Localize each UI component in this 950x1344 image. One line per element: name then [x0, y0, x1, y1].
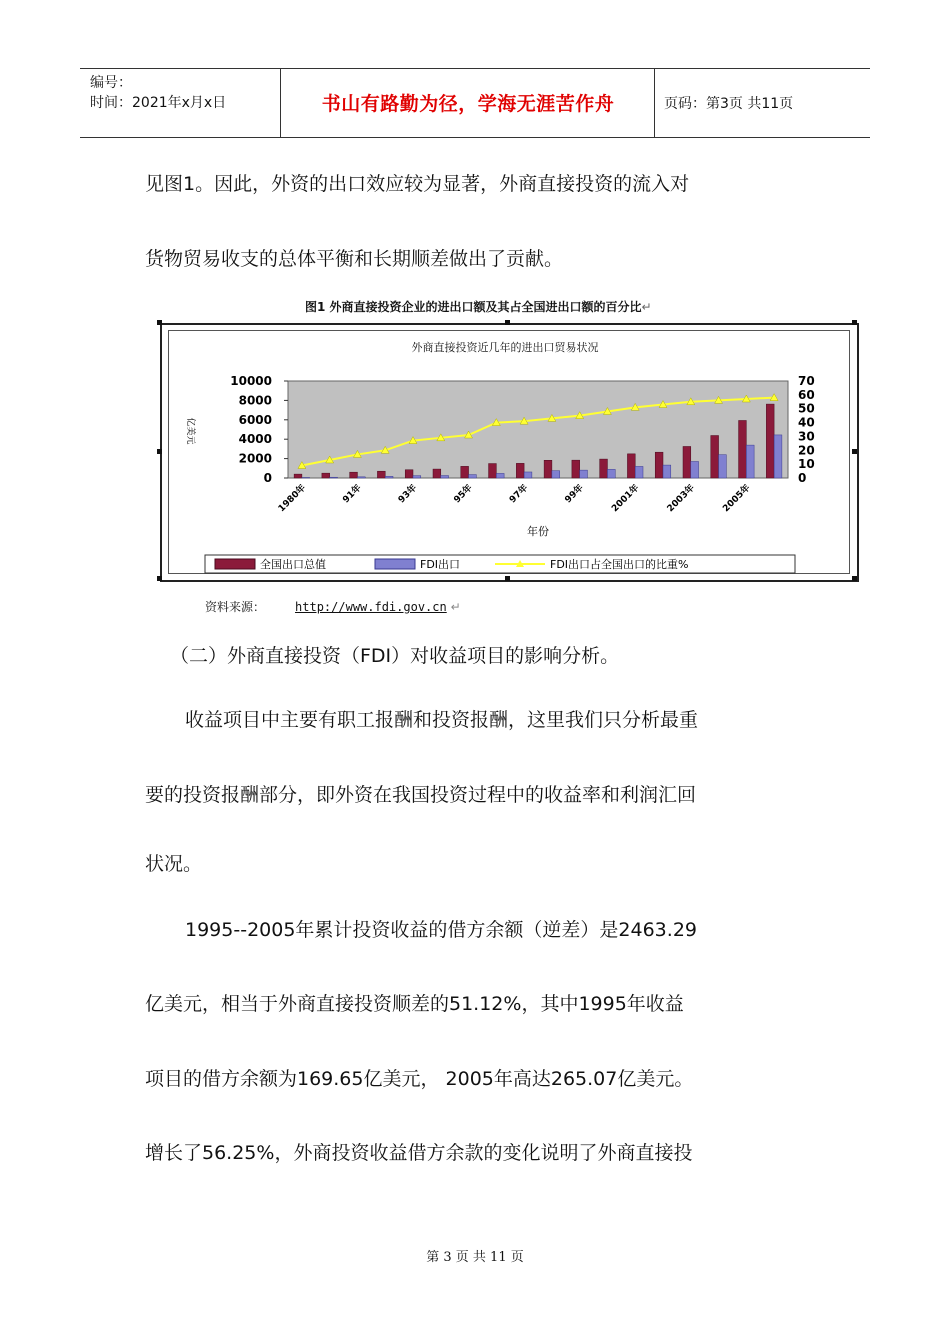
bar-total-export: [516, 463, 524, 478]
bar-fdi-export: [719, 455, 727, 478]
bar-fdi-export: [441, 476, 449, 478]
x-tick-label: 93年: [396, 483, 420, 506]
paragraph-mark-icon: ↵: [450, 600, 461, 614]
figure-source: [205, 598, 461, 615]
header-divider: [654, 69, 655, 137]
figure-caption-text: 图1 外商直接投资企业的进出口额及其占全国进出口额的百分比: [305, 300, 642, 314]
bar-fdi-export: [385, 476, 393, 478]
page-footer: 第 3 页 共 11 页: [426, 1250, 524, 1265]
y-tick-label: 2000: [238, 451, 272, 466]
bar-total-export: [600, 459, 608, 478]
legend-swatch: [215, 559, 255, 569]
export-chart: [160, 323, 855, 580]
header-divider: [280, 69, 281, 137]
paragraph: 收益项目中主要有职工报酬和投资报酬，这里我们只分析最重: [185, 709, 699, 731]
source-url-link[interactable]: http://www.fdi.gov.cn: [295, 600, 447, 614]
y2-tick-label: 10: [798, 457, 815, 472]
y2-tick-label: 60: [798, 387, 815, 402]
bar-fdi-export: [357, 477, 365, 478]
bar-fdi-export: [524, 472, 532, 478]
paragraph: 货物贸易收支的总体平衡和长期顺差做出了贡献。: [145, 248, 564, 270]
number-label: 编号：: [90, 75, 132, 91]
source-label: 资料来源：: [205, 600, 266, 614]
bar-total-export: [405, 470, 413, 478]
bar-fdi-export: [663, 465, 671, 478]
bar-total-export: [766, 404, 774, 478]
figure-caption: [305, 298, 652, 315]
header-page-label: 页码：第3页 共11页: [664, 96, 794, 112]
bar-fdi-export: [691, 462, 699, 478]
y-tick-label: 6000: [238, 412, 272, 427]
chart-title: 外商直接投资近几年的进出口贸易状况: [411, 341, 599, 354]
x-tick-label: 2005年: [721, 483, 753, 515]
bar-fdi-export: [413, 476, 421, 478]
paragraph: 状况。: [145, 853, 203, 875]
y2-tick-label: 70: [798, 374, 815, 388]
bar-total-export: [322, 473, 330, 478]
bar-total-export: [489, 464, 497, 478]
x-axis-label: 年份: [527, 525, 549, 538]
bar-fdi-export: [746, 445, 754, 478]
y2-tick-label: 50: [798, 401, 815, 416]
y-tick-label: 8000: [238, 393, 272, 408]
bar-fdi-export: [330, 477, 338, 478]
x-tick-label: 99年: [563, 483, 586, 506]
y2-tick-label: 40: [798, 415, 815, 430]
bar-total-export: [544, 460, 552, 478]
header-meta: [90, 73, 226, 113]
bar-fdi-export: [635, 466, 643, 478]
paragraph: 1995--2005年累计投资收益的借方余额（逆差）是2463.29: [185, 919, 697, 941]
x-tick-label: 95年: [452, 483, 475, 506]
paragraph: 要的投资报酬部分，即外资在我国投资过程中的收益率和利润汇回: [145, 784, 697, 806]
section-title: （二）外商直接投资（FDI）对收益项目的影响分析。: [170, 645, 620, 667]
bar-fdi-export: [469, 475, 477, 478]
paragraph: 亿美元，相当于外商直接投资顺差的51.12%，其中1995年收益: [145, 993, 684, 1015]
legend-label: FDI出口: [420, 558, 461, 571]
y2-tick-label: 30: [798, 429, 815, 444]
legend-label: 全国出口总值: [260, 558, 326, 571]
bar-fdi-export: [496, 473, 504, 478]
bar-total-export: [350, 472, 358, 478]
header-motto: 书山有路勤为径，学海无涯苦作舟: [321, 93, 615, 115]
paragraph: 项目的借方余额为169.65亿美元， 2005年高达265.07亿美元。: [145, 1068, 694, 1090]
bar-total-export: [711, 436, 719, 478]
paragraph: 增长了56.25%，外商投资收益借方余款的变化说明了外商直接投: [145, 1142, 693, 1164]
bar-fdi-export: [580, 470, 588, 478]
x-tick-label: 2001年: [610, 483, 642, 515]
bar-fdi-export: [607, 469, 615, 478]
bar-total-export: [433, 469, 441, 478]
legend-swatch: [375, 559, 415, 569]
y2-tick-label: 20: [798, 443, 815, 458]
bar-total-export: [683, 446, 691, 478]
paragraph-mark-icon: ↵: [641, 300, 652, 314]
document-header: [80, 68, 870, 138]
bar-fdi-export: [774, 435, 782, 478]
bar-total-export: [377, 471, 385, 478]
x-tick-label: 97年: [507, 483, 531, 506]
x-tick-label: 1980年: [276, 483, 309, 515]
time-label: 时间：2021年x月x日: [90, 95, 227, 111]
bar-total-export: [739, 420, 747, 478]
y-tick-label: 10000: [230, 374, 272, 388]
x-tick-label: 91年: [341, 483, 364, 506]
bar-total-export: [294, 474, 302, 478]
bar-total-export: [655, 452, 663, 478]
bar-fdi-export: [552, 471, 560, 478]
y-tick-label: 4000: [238, 432, 272, 447]
bar-total-export: [572, 460, 580, 478]
paragraph: 见图1。因此，外资的出口效应较为显著，外商直接投资的流入对: [145, 173, 690, 195]
y2-tick-label: 0: [798, 471, 807, 485]
legend-label: FDI出口占全国出口的比重%: [550, 558, 689, 571]
x-tick-label: 2003年: [665, 483, 697, 515]
bar-total-export: [627, 454, 635, 478]
y-tick-label: 0: [263, 471, 272, 485]
bar-total-export: [461, 466, 469, 478]
y-axis-label: 亿美元: [185, 417, 195, 445]
